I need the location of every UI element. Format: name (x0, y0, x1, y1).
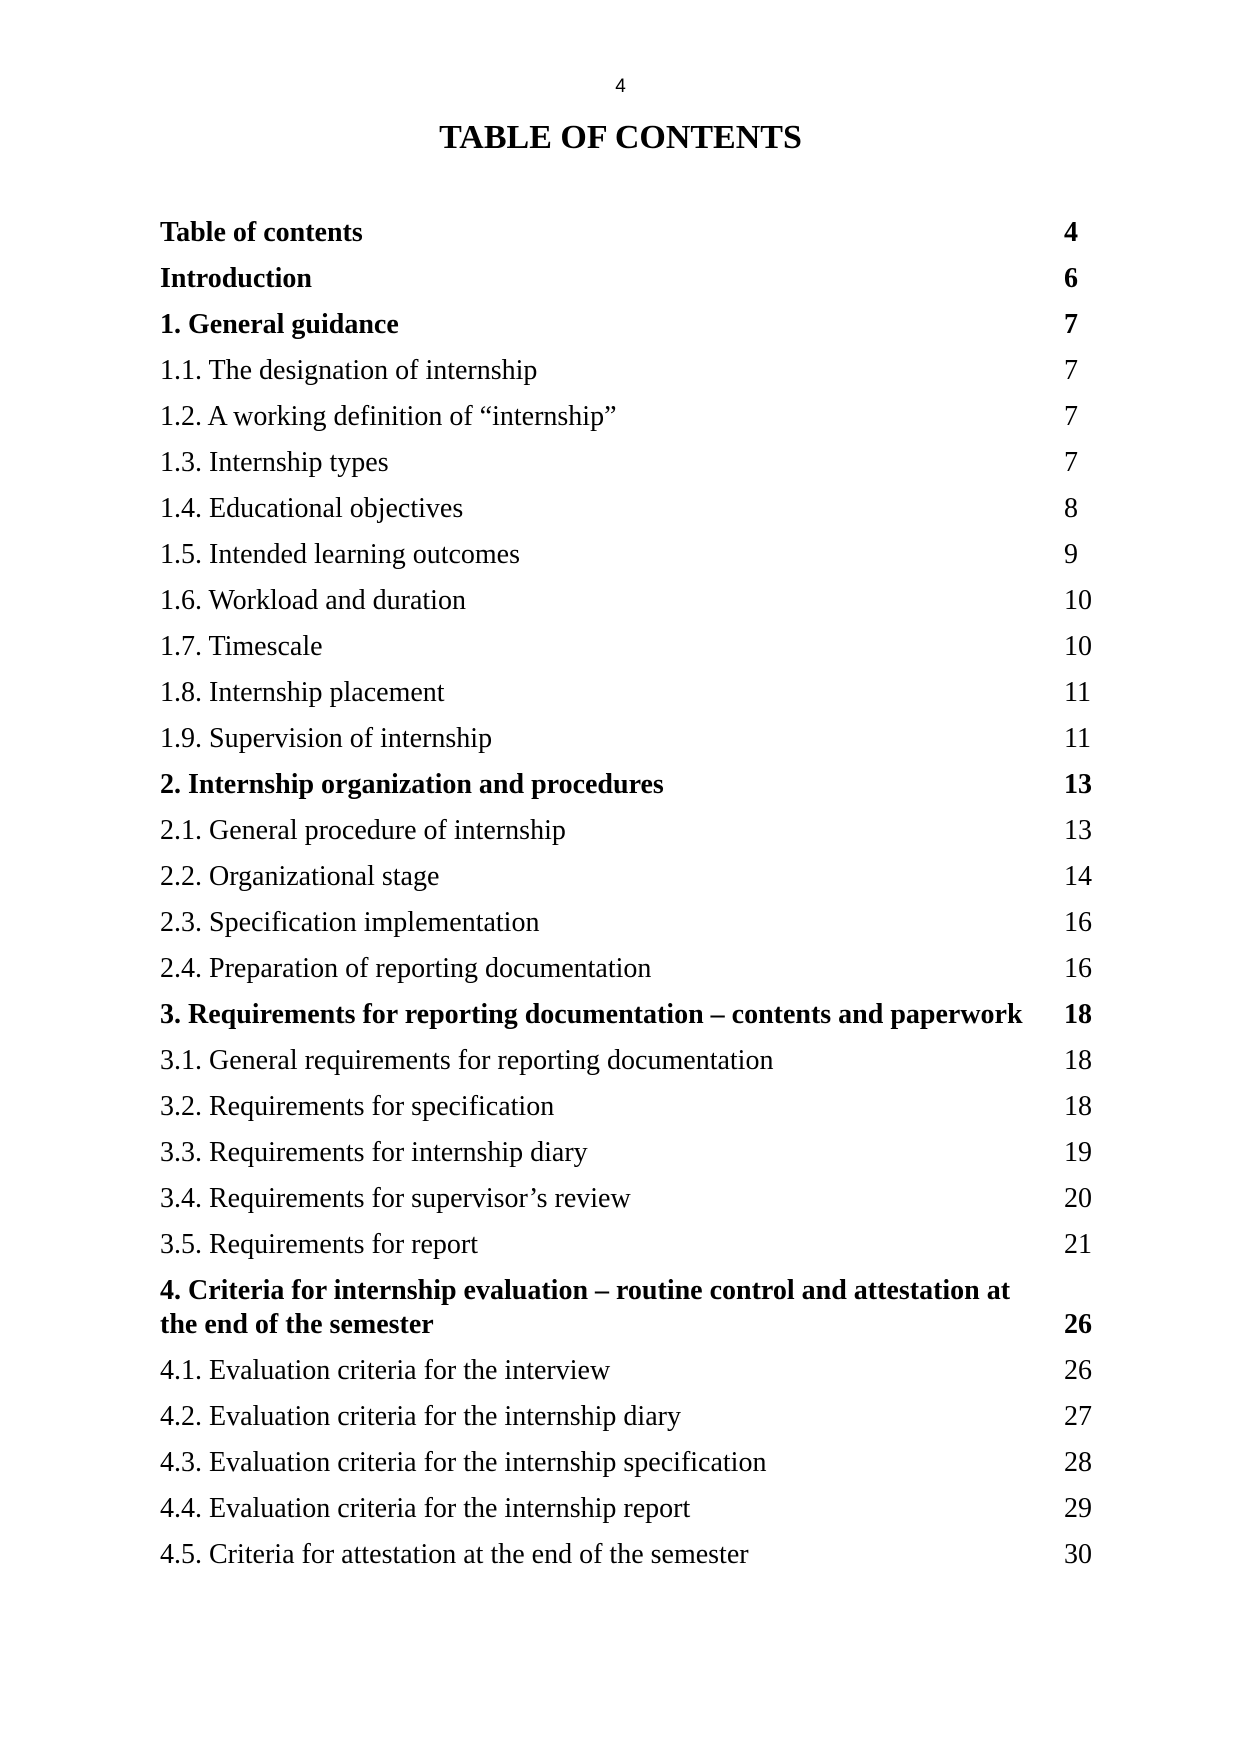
toc-entry-label: 1.9. Supervision of internship (160, 723, 493, 754)
toc-entry-label: 4.3. Evaluation criteria for the internship specification (160, 1447, 767, 1478)
toc-entry-page: 13 (1064, 769, 1092, 800)
toc-entry (160, 1182, 1104, 1216)
toc-entry (160, 1492, 1104, 1526)
toc-entry (160, 216, 1104, 250)
toc-entry (160, 676, 1104, 710)
toc-entry-page: 11 (1064, 677, 1091, 708)
toc-entry-label: 3.1. General requirements for reporting documentation (160, 1045, 774, 1076)
toc-entry-label: 3.3. Requirements for internship diary (160, 1137, 588, 1168)
toc-entry (160, 492, 1104, 526)
toc-entry (160, 538, 1104, 572)
toc-entry-label: 2.1. General procedure of internship (160, 815, 566, 846)
toc-entry-label: Table of contents (160, 217, 363, 248)
toc-entry (160, 1136, 1104, 1170)
toc-entry (160, 722, 1104, 756)
toc-entry (160, 998, 1104, 1032)
toc-entry (160, 1354, 1104, 1388)
toc-entry (160, 768, 1104, 802)
toc-entry-label: 3.5. Requirements for report (160, 1229, 479, 1260)
toc-entry-label: 3.2. Requirements for specification (160, 1091, 555, 1122)
toc-entry-label: 4.2. Evaluation criteria for the internship diary (160, 1401, 681, 1432)
toc-entry-page: 26 (1064, 1309, 1092, 1340)
toc-entry-page: 28 (1064, 1447, 1092, 1478)
toc-entry (160, 400, 1104, 434)
toc-entry-label: 4. Criteria for internship evaluation – routine control and attestation at the end of the semester (160, 1275, 1011, 1340)
toc-entry-label: 1.5. Intended learning outcomes (160, 539, 521, 570)
toc-entry (160, 1446, 1104, 1480)
toc-entry-label: 1.7. Timescale (160, 631, 323, 662)
toc-entry-label: 1.6. Workload and duration (160, 585, 466, 616)
toc-entry-page: 11 (1064, 723, 1091, 754)
toc-entry-page: 18 (1064, 1091, 1092, 1122)
toc-entry (160, 952, 1104, 986)
toc-entry-label: 4.1. Evaluation criteria for the interview (160, 1355, 611, 1386)
toc-entry (160, 814, 1104, 848)
toc-entry-page: 7 (1064, 401, 1078, 432)
toc-entry-label: 2.4. Preparation of reporting documentation (160, 953, 652, 984)
toc-entry (160, 584, 1104, 618)
toc-entry (160, 1228, 1104, 1262)
toc-entry-label: 1.2. A working definition of “internship” (160, 401, 617, 432)
toc-entry (160, 1090, 1104, 1124)
toc-entry (160, 308, 1104, 342)
toc-entry (160, 354, 1104, 388)
toc-entry-label: 2.3. Specification implementation (160, 907, 540, 938)
toc-entry-page: 10 (1064, 631, 1092, 662)
toc-entry-label: 1. General guidance (160, 309, 399, 340)
toc-entry-page: 7 (1064, 355, 1078, 386)
toc-entry-label: 3. Requirements for reporting documentation – contents and paperwork (160, 999, 1023, 1030)
toc-entry-page: 19 (1064, 1137, 1092, 1168)
toc-entry-page: 20 (1064, 1183, 1092, 1214)
page-number: 4 (615, 76, 626, 97)
toc-entry-label: 3.4. Requirements for supervisor’s review (160, 1183, 631, 1214)
toc-entry-page: 6 (1064, 263, 1078, 294)
toc-entry-label: 1.8. Internship placement (160, 677, 445, 708)
toc-entry (160, 860, 1104, 894)
toc-entry (160, 446, 1104, 480)
toc-entry-label: 1.3. Internship types (160, 447, 389, 478)
toc-entry-page: 21 (1064, 1229, 1092, 1260)
toc-entry-page: 18 (1064, 999, 1092, 1030)
toc-entry-label: 1.1. The designation of internship (160, 355, 538, 386)
toc-entry-label: 4.4. Evaluation criteria for the internship report (160, 1493, 691, 1524)
toc-entry-page: 7 (1064, 447, 1078, 478)
toc-entry-page: 13 (1064, 815, 1092, 846)
toc-entry-page: 16 (1064, 953, 1092, 984)
toc-entry (160, 906, 1104, 940)
toc-entry-page: 29 (1064, 1493, 1092, 1524)
toc-entry (160, 630, 1104, 664)
toc-entry-page: 8 (1064, 493, 1078, 524)
toc-entry-page: 30 (1064, 1539, 1092, 1570)
toc-entry-page: 7 (1064, 309, 1078, 340)
toc-entry-label: Introduction (160, 263, 312, 294)
toc-entry-label: 2.2. Organizational stage (160, 861, 440, 892)
toc-entry-page: 18 (1064, 1045, 1092, 1076)
toc-entry (160, 1044, 1104, 1078)
toc-entry (160, 1400, 1104, 1434)
toc-entry-page: 14 (1064, 861, 1092, 892)
toc-entry-label: 2. Internship organization and procedures (160, 769, 664, 800)
toc-entry-page: 4 (1064, 217, 1078, 248)
page-title: TABLE OF CONTENTS (439, 119, 802, 156)
toc-entry-page: 26 (1064, 1355, 1092, 1386)
toc-entry-page: 27 (1064, 1401, 1092, 1432)
toc-entry-page: 9 (1064, 539, 1078, 570)
toc-entry (160, 1274, 1104, 1342)
toc-entry-label: 4.5. Criteria for attestation at the end of the semester (160, 1539, 749, 1570)
toc-entry (160, 1538, 1104, 1572)
toc-entry (160, 262, 1104, 296)
toc-entry-label: 1.4. Educational objectives (160, 493, 464, 524)
toc-entry-page: 16 (1064, 907, 1092, 938)
toc-list (160, 216, 1104, 1572)
toc-entry-page: 10 (1064, 585, 1092, 616)
